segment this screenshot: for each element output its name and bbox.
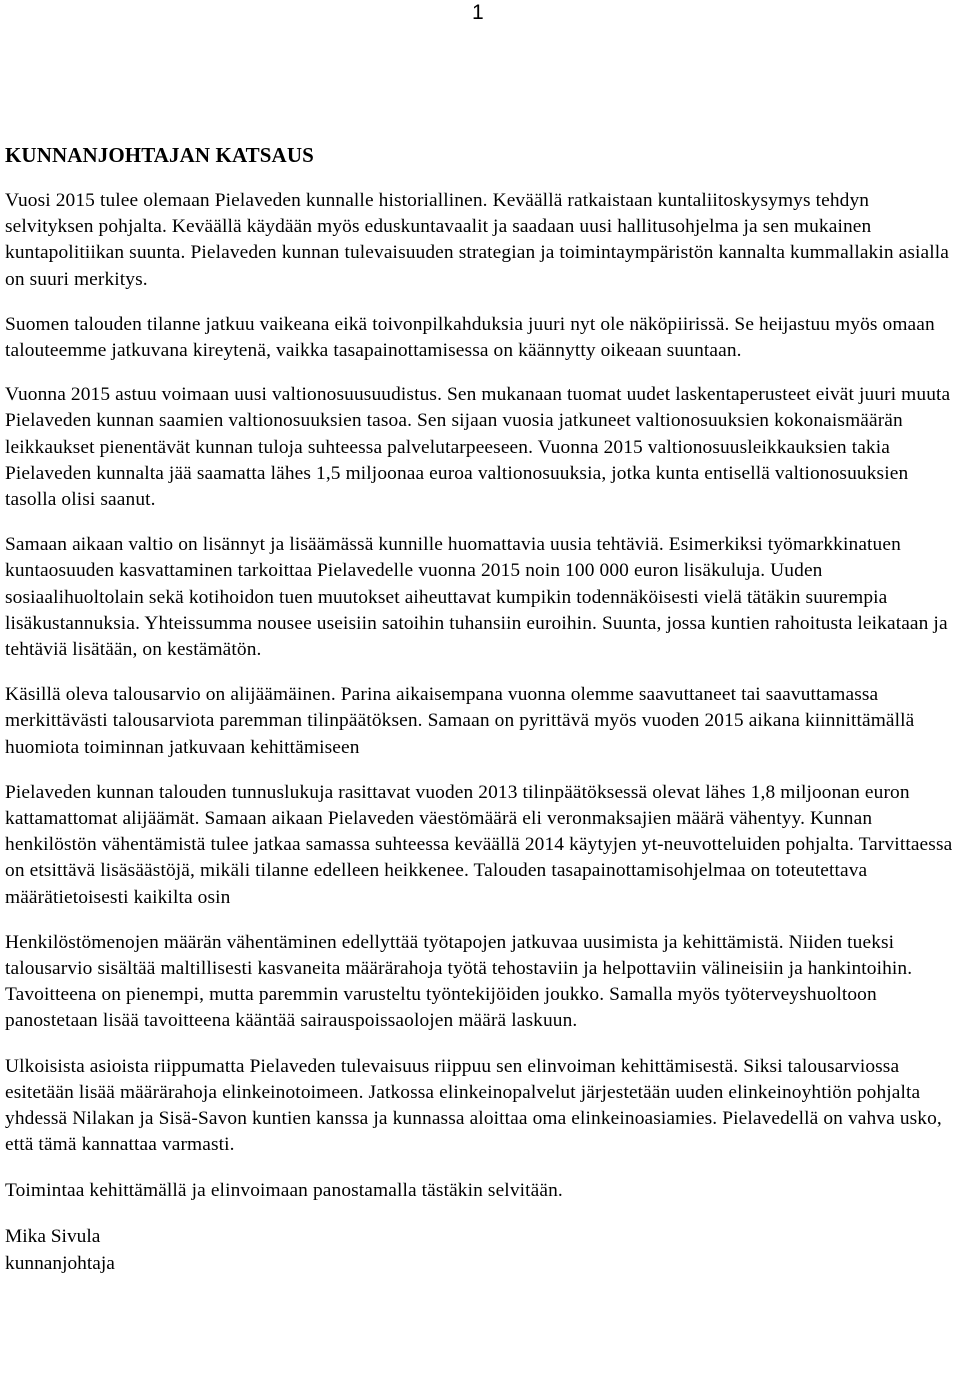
- signature-block: [5, 1223, 955, 1277]
- paragraph-3: Vuonna 2015 astuu voimaan uusi valtionosuusuudistus. Sen mukanaan tuomat uudet laskentaperusteet eivät juuri muuta Pielaveden kunnan saamien valtionosuuksien tasoa. Sen sijaan vuosia jatkuneet valtionosuuksien kokonaismäärän leikkaukset pienentävät kunnan tuloja suhteessa palvelutarpeeseen. Vuonna 2015 valtionosuusleikkauksien takia Pielaveden kunnalta jää saamatta lähes 1,5 miljoonaa euroa valtionosuuksia, jotka kunta entisellä valtionosuuksien tasolla olisi saanut.: [5, 384, 951, 511]
- paragraph-5: Käsillä oleva talousarvio on alijäämäinen. Parina aikaisempana vuonna olemme saavuttaneet tai saavuttamassa merkittävästi talousarviota paremman tilinpäätöksen. Samaan on pyrittävä myös vuoden 2015 aikana kiinnittämällä huomiota toiminnan jatkuvaan kehittämiseen: [5, 684, 915, 758]
- paragraph-8: Ulkoisista asioista riippumatta Pielaveden tulevaisuus riippuu sen elinvoiman kehittämisestä. Siksi talousarviossa esitetään lisää määrärahoja elinkeinotoimeen. Jatkossa elinkeinopalvelut järjestetään uuden elinkeinoyhtiön pohjalta yhdessä Nilakan ja Sisä-Savon kuntien kanssa ja kunnassa aloittaa oma elinkeinoasiamies. Pielavedellä on vahva usko, että tämä kannattaa varmasti.: [5, 1055, 942, 1156]
- paragraph-9: Toimintaa kehittämällä ja elinvoimaan panostamalla tästäkin selvitään.: [5, 1179, 563, 1201]
- paragraph-4: Samaan aikaan valtio on lisännyt ja lisäämässä kunnille huomattavia uusia tehtäviä. Esimerkiksi työmarkkinatuen kuntaosuuden kasvattaminen tarkoittaa Pielavedelle vuonna 2015 noin 100 000 euron lisäkuluja. Uuden sosiaalihuoltolain sekä kotihoidon tuen muutokset aiheuttavat kumpikin todennäköisesti vielä tätäkin suurempia lisäkustannuksia. Yhteissumma nousee useisiin satoihin tuhansiin euroihin. Suunta, jossa kuntien rahoitusta leikataan ja tehtäviä lisätään, on kestämätön.: [5, 534, 948, 661]
- signature-name: Mika Sivula: [5, 1225, 101, 1247]
- document-title: KUNNANJOHTAJAN KATSAUS: [5, 143, 314, 167]
- page-number: 1: [472, 1, 484, 24]
- paragraph-2: Suomen talouden tilanne jatkuu vaikeana eikä toivonpilkahduksia juuri nyt ole näköpiirissä. Se heijastuu myös omaan talouteemme jatkuvana kireytenä, vaikka tasapainottamisessa on käännytty oikeaan suuntaan.: [5, 313, 935, 362]
- signature-title: kunnanjohtaja: [5, 1252, 115, 1274]
- document-body: [5, 142, 955, 1277]
- paragraph-7: Henkilöstömenojen määrän vähentäminen edellyttää työtapojen jatkuvaa uusimista ja kehittämistä. Niiden tueksi talousarvio sisältää maltillisesti kasvaneita määrärahoja työtä tehostaviin ja helpottaviin välineisiin ja hankintoihin. Tavoitteena on pienempi, mutta paremmin varusteltu työntekijöiden joukko. Samalla myös työterveyshuoltoon panostetaan lisää tavoitteena kääntää sairauspoissaolojen määrä laskuun.: [5, 931, 913, 1032]
- paragraph-1: Vuosi 2015 tulee olemaan Pielaveden kunnalle historiallinen. Keväällä ratkaistaan kuntaliitoskysymys tehdyn selvityksen pohjalta. Keväällä käydään myös eduskuntavaalit ja saadaan uusi hallitusohjelma ja sen mukainen kuntapolitiikan suunta. Pielaveden kunnan tulevaisuuden strategian ja toimintaympäristön kannalta kummallakin asialla on suuri merkitys.: [5, 190, 950, 290]
- paragraph-6: Pielaveden kunnan talouden tunnuslukuja rasittavat vuoden 2013 tilinpäätöksessä olevat lähes 1,8 miljoonan euron kattamattomat alijäämät. Samaan aikaan Pielaveden väestömäärä eli veronmaksajien määrä vähentyy. Kunnan henkilöstön vähentämistä tulee jatkaa samassa suhteessa keväällä 2014 käytyjen yt-neuvotteluiden pohjalta. Tarvittaessa on etsittävä lisäsäästöjä, mikäli tilanne edelleen heikkenee. Talouden tasapainottamisohjelmaa on toteutettava määrätietoisesti kaikilta osin: [5, 781, 953, 908]
